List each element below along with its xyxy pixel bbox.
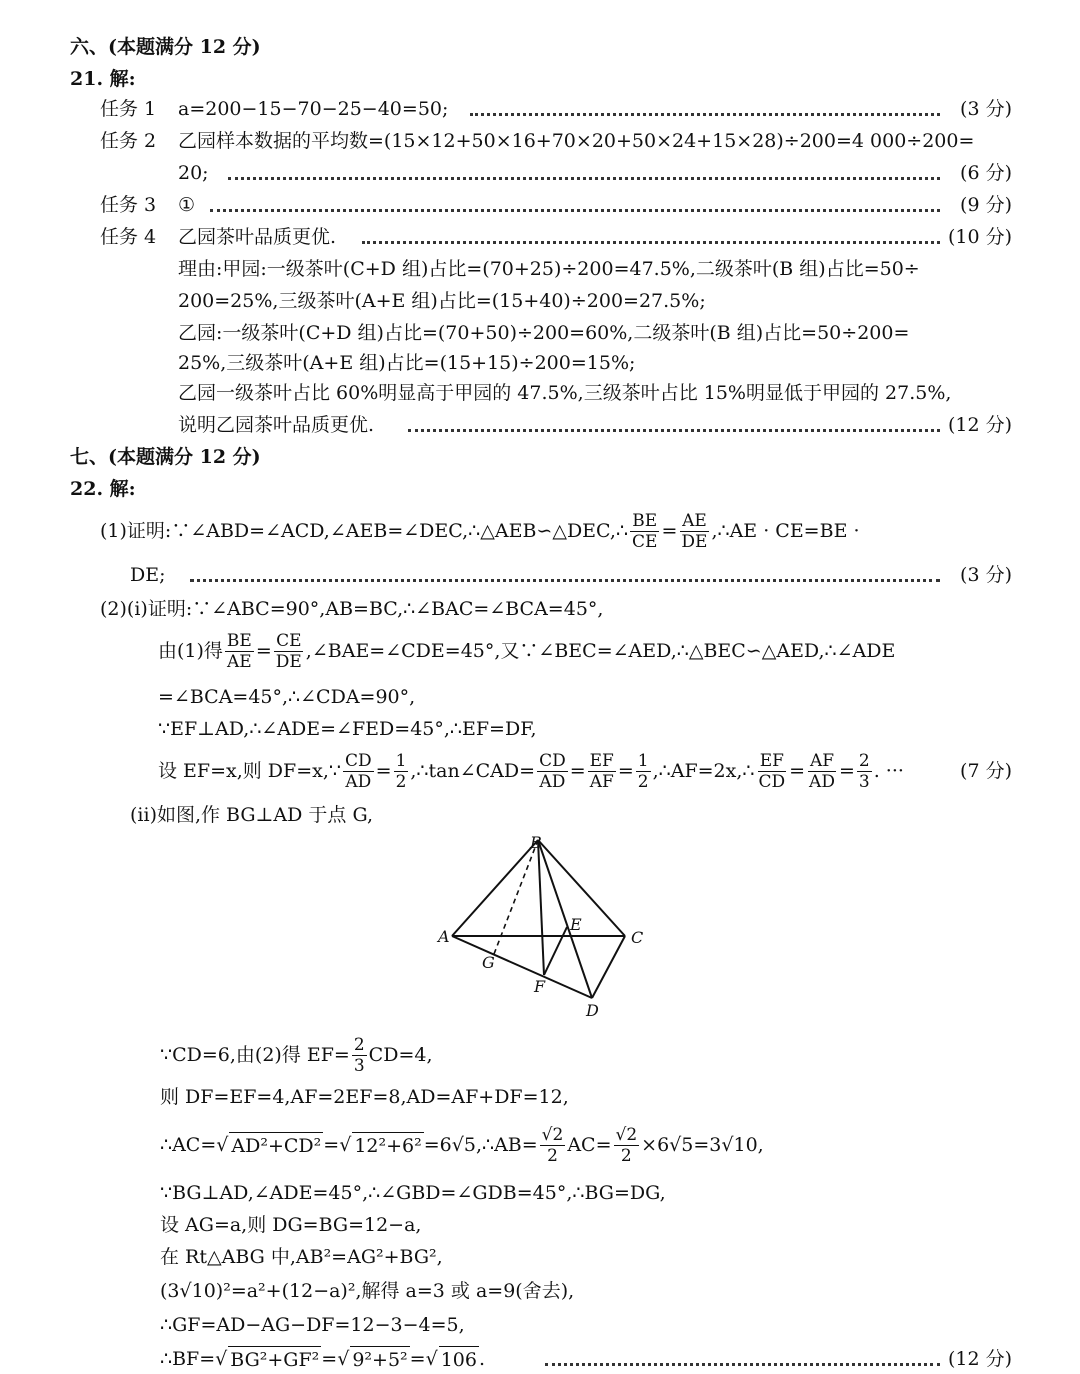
reason-line-3: 乙园:一级茶叶(C+D 组)占比=(70+50)÷200=60%,二级茶叶(B 组)占比=50÷200= <box>178 322 910 344</box>
part2i-score: (7 分) <box>960 760 1012 782</box>
text: ,∴AF=2x,∴ <box>652 760 755 782</box>
label-e: E <box>570 915 582 934</box>
label-d: D <box>586 1001 599 1020</box>
geometry-figure <box>430 830 660 1020</box>
part1-line <box>100 506 860 556</box>
radicand: 106 <box>439 1346 479 1373</box>
part2i-line3: =∠BCA=45°,∴∠CDA=90°, <box>158 686 416 708</box>
fraction: $\frac{EF}{CD}$ <box>758 750 786 792</box>
reason6-score: (12 分) <box>947 414 1012 436</box>
label-b: B <box>530 833 542 852</box>
solution-line-2: 则 DF=EF=4,AF=2EF=8,AD=AF+DF=12, <box>160 1086 569 1108</box>
line-bd <box>538 840 592 998</box>
part2ii-heading: (ii)如图,作 BG⊥AD 于点 G, <box>130 804 373 826</box>
leader-dots <box>210 209 940 212</box>
solution-line-4: ∵BG⊥AD,∠ADE=45°,∴∠GBD=∠GDB=45°,∴BG=DG, <box>160 1182 666 1204</box>
task3-label: 任务 3 <box>100 194 157 216</box>
text: . <box>478 1348 485 1370</box>
fraction: $\frac{2}{3}$ <box>858 750 870 792</box>
line-bf <box>538 840 544 975</box>
equals: = <box>321 1348 338 1370</box>
part1-cont: DE; <box>130 564 166 586</box>
text: ,∠BAE=∠CDE=45°,又∵∠BEC=∠AED,∴△BEC∽△AED,∴∠ADE <box>305 640 896 662</box>
text: CD=4, <box>368 1044 433 1066</box>
text: 由(1)得 <box>158 640 223 662</box>
part1-score: (3 分) <box>960 564 1012 586</box>
solution-line-7: (3√10)²=a²+(12−a)²,解得 a=3 或 a=9(舍去), <box>160 1280 575 1302</box>
fraction: $\frac{EF}{AF}$ <box>589 750 614 792</box>
fraction-ae-de: $\frac{AE}{DE}$ <box>681 510 708 552</box>
label-a: A <box>438 927 450 946</box>
task2-score: (6 分) <box>960 162 1012 184</box>
leader-dots <box>228 177 940 180</box>
final-score: (12 分) <box>947 1348 1012 1370</box>
leader-dots <box>362 241 940 244</box>
task1-score: (3 分) <box>960 98 1012 120</box>
equals: = <box>661 520 678 542</box>
text: =6√5,∴AB= <box>423 1134 538 1156</box>
radicand: 12²+6² <box>352 1132 423 1159</box>
fraction: $\frac{CE}{DE}$ <box>275 630 302 672</box>
reason-line-2: 200=25%,三级茶叶(A+E 组)占比=(15+40)÷200=27.5%; <box>178 290 706 312</box>
fraction: $\frac{√2}{2}$ <box>615 1124 638 1166</box>
radicand: 9²+5² <box>350 1346 409 1373</box>
fraction: $\frac{1}{2}$ <box>637 750 649 792</box>
solution-line-6: 在 Rt△ABG 中,AB²=AG²+BG², <box>160 1246 443 1268</box>
task2-cont: 20; <box>178 162 209 184</box>
label-c: C <box>631 928 644 947</box>
task4-text: 乙园茶叶品质更优. <box>178 226 337 248</box>
fraction-be-ce: $\frac{BE}{CE}$ <box>632 510 658 552</box>
section6-heading: 六、(本题满分 12 分) <box>70 36 261 58</box>
label-f: F <box>534 977 546 996</box>
fraction: $\frac{2}{3}$ <box>353 1034 365 1076</box>
leader-dots <box>545 1363 940 1366</box>
part1-text-a: (1)证明:∵∠ABD=∠ACD,∠AEB=∠DEC,∴△AEB∽△DEC,∴ <box>100 520 629 542</box>
solution-line-8: ∴GF=AD−AG−DF=12−3−4=5, <box>160 1314 465 1336</box>
solution-line-3: ∴AC= √ AD²+CD² = √ 12²+6² =6√5,∴AB= $\frac{√2}{2}$ AC= $\frac{√2}{2}$ ×6√5=3√10, <box>160 1124 764 1166</box>
q21-label: 21. 解: <box>70 68 136 90</box>
text: AC= <box>567 1134 612 1156</box>
radicand: BG²+GF² <box>228 1346 321 1373</box>
solution-line-5: 设 AG=a,则 DG=BG=12−a, <box>160 1214 422 1236</box>
fraction: $\frac{√2}{2}$ <box>541 1124 564 1166</box>
text: ,∴tan∠CAD= <box>410 760 536 782</box>
line-ef <box>544 927 567 975</box>
text: ∴BF= <box>160 1348 216 1370</box>
solution-line-9: ∴BF= √ BG²+GF² = √ 9²+5² = √ 106 . <box>160 1346 485 1372</box>
task2-label: 任务 2 <box>100 130 157 152</box>
part1-text-b: ,∴AE · CE=BE · <box>711 520 860 542</box>
fraction: $\frac{AF}{AD}$ <box>809 750 835 792</box>
q22-label: 22. 解: <box>70 478 136 500</box>
radicand: AD²+CD² <box>229 1132 323 1159</box>
text: ∵CD=6,由(2)得 EF= <box>160 1044 350 1066</box>
part2i-line4: ∵EF⊥AD,∴∠ADE=∠FED=45°,∴EF=DF, <box>158 718 537 740</box>
line-cd <box>592 936 625 998</box>
leader-dots <box>190 579 940 582</box>
section7-heading: 七、(本题满分 12 分) <box>70 446 261 468</box>
equals: = <box>409 1348 426 1370</box>
equals: = <box>323 1134 340 1156</box>
line-ab <box>452 840 538 936</box>
reason-line-6: 说明乙园茶叶品质更优. <box>178 414 375 436</box>
fraction: $\frac{1}{2}$ <box>395 750 407 792</box>
task1-text: a=200−15−70−25−40=50; <box>178 98 449 120</box>
leader-dots <box>470 113 940 116</box>
fraction: $\frac{CD}{AD}$ <box>345 750 372 792</box>
reason-line-1: 理由:甲园:一级茶叶(C+D 组)占比=(70+25)÷200=47.5%,二级茶叶(B 组)占比=50÷ <box>178 258 920 280</box>
line-ad <box>452 936 592 998</box>
fraction: $\frac{CD}{AD}$ <box>539 750 566 792</box>
task4-label: 任务 4 <box>100 226 157 248</box>
reason-line-4: 25%,三级茶叶(A+E 组)占比=(15+15)÷200=15%; <box>178 352 636 374</box>
task1-label: 任务 1 <box>100 98 157 120</box>
task3-text: ① <box>178 194 196 216</box>
text: ∴AC= <box>160 1134 217 1156</box>
label-g: G <box>482 953 495 972</box>
task2-text: 乙园样本数据的平均数=(15×12+50×16+70×20+50×24+15×28)÷200=4 000÷200= <box>178 130 975 152</box>
fraction: $\frac{BE}{AE}$ <box>226 630 252 672</box>
leader-dots <box>408 429 940 432</box>
task4-score: (10 分) <box>947 226 1012 248</box>
part2i-line2: 由(1)得 $\frac{BE}{AE}$ = $\frac{CE}{DE}$ ,∠BAE=∠CDE=45°,又∵∠BEC=∠AED,∴△BEC∽△AED,∴∠ADE <box>158 630 896 672</box>
text: ×6√5=3√10, <box>641 1134 764 1156</box>
solution-line-1 <box>160 1030 433 1080</box>
part2i-line5: 设 EF=x,则 DF=x,∵ $\frac{CD}{AD}$ = $\frac{1}{2}$ ,∴tan∠CAD= $\frac{CD}{AD}$ = $\frac{EF}{AF}$ = $\frac{1}{2}$ ,∴AF=2x,∴ $\frac{EF}{CD}$ = $\frac{AF}{AD}$ = $\frac{2}{3}$ . ··· <box>158 750 904 792</box>
part2i-heading: (2)(i)证明:∵∠ABC=90°,AB=BC,∴∠BAC=∠BCA=45°, <box>100 598 604 620</box>
reason-line-5: 乙园一级茶叶占比 60%明显高于甲园的 47.5%,三级茶叶占比 15%明显低于甲园的 27.5%, <box>178 382 952 404</box>
task3-score: (9 分) <box>960 194 1012 216</box>
text: 设 EF=x,则 DF=x,∵ <box>158 760 341 782</box>
